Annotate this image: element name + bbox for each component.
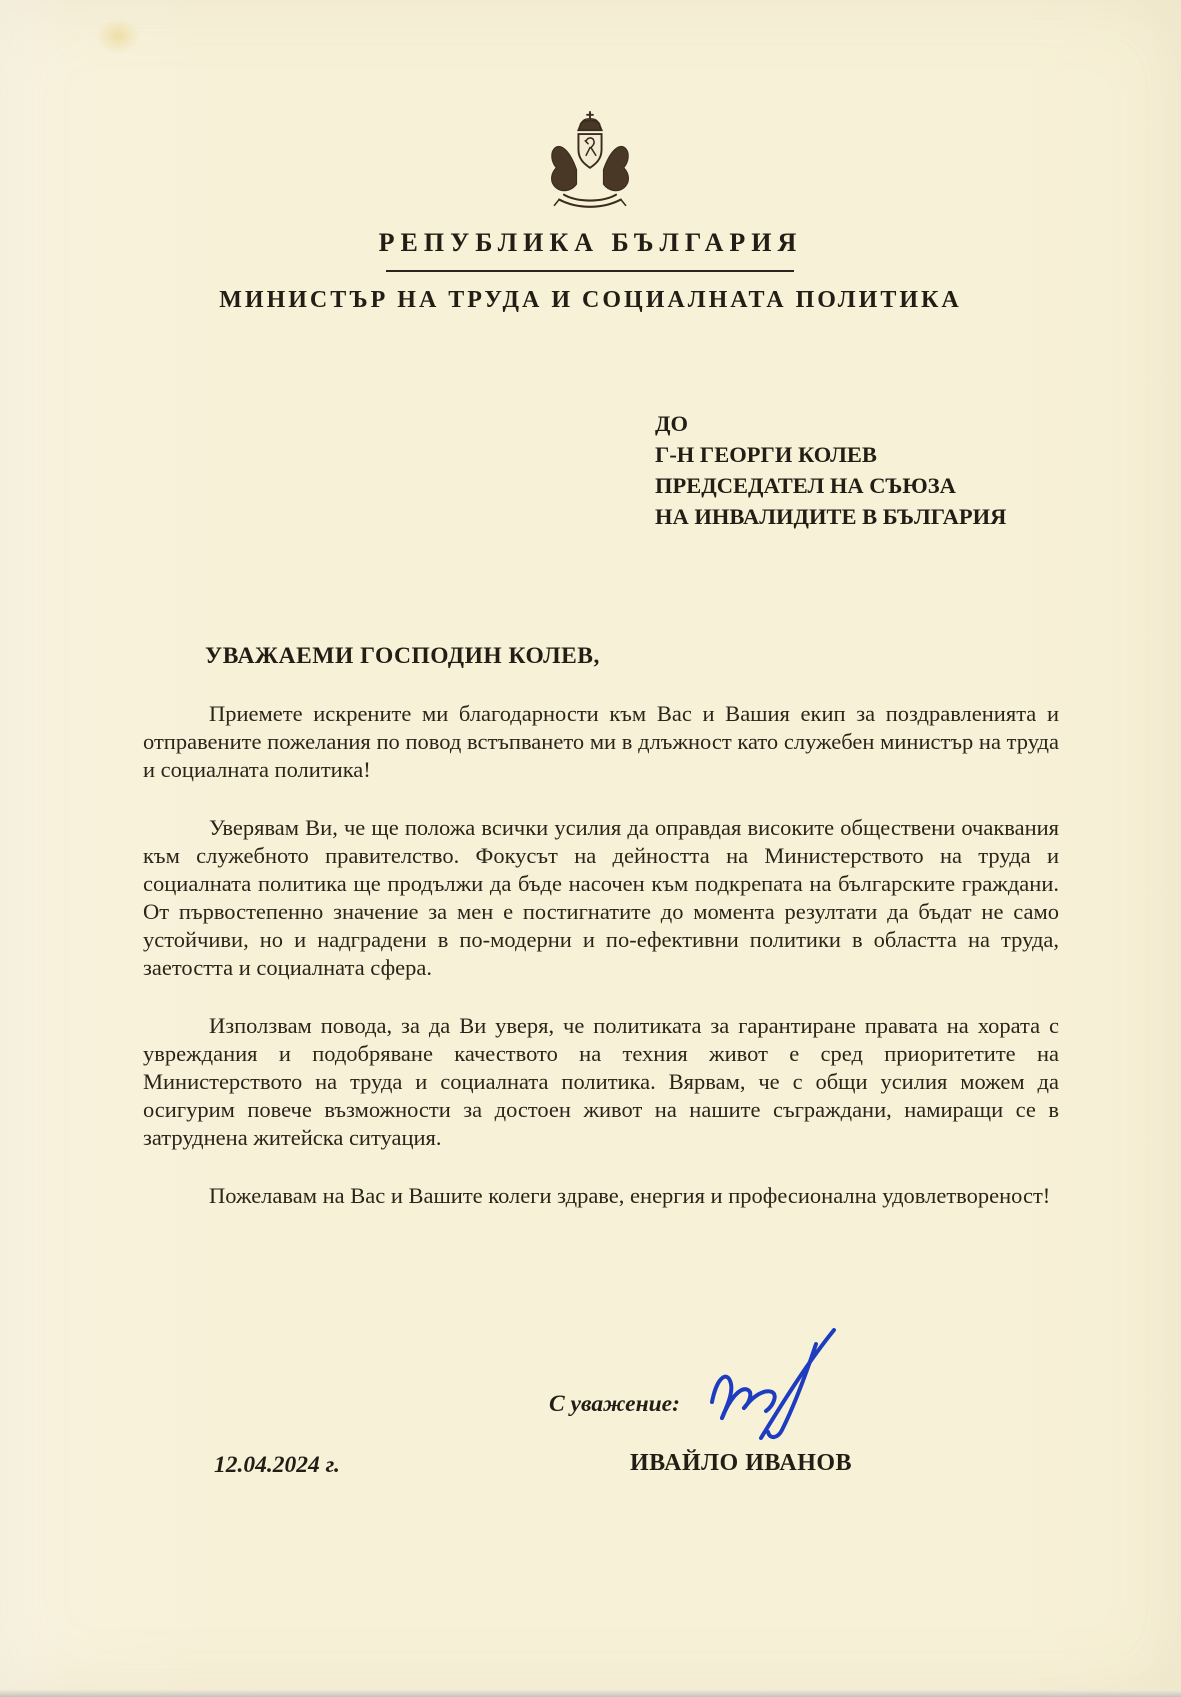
recipient-block bbox=[655, 408, 1006, 532]
letterhead-divider bbox=[386, 270, 794, 272]
recipient-line: ДО bbox=[655, 411, 688, 436]
scan-smudge bbox=[96, 18, 140, 54]
minister-title: МИНИСТЪР НА ТРУДА И СОЦИАЛНАТА ПОЛИТИКА bbox=[219, 287, 962, 313]
recipient-line: ПРЕДСЕДАТЕЛ НА СЪЮЗА bbox=[655, 473, 956, 498]
bulgaria-coat-of-arms-icon bbox=[527, 110, 653, 214]
handwritten-signature-icon bbox=[698, 1322, 873, 1450]
country-title: РЕПУБЛИКА БЪЛГАРИЯ bbox=[378, 228, 803, 257]
body-paragraph: Уверявам Ви, че ще положа всички усилия да оправдая високите обществени очаквания към служебното правителство. Фокусът на дейността на Министерството на труда и социалната политика ще продължи да бъде насочен към подкрепата на българските граждани. От първостепенно значение за мен е постигнатите до момента резултати да бъдат не само устойчиви, но и надградени в по-модерни и по-ефективни политики в областта на труда, заетостта и социалната сфера. bbox=[143, 815, 1059, 980]
body-paragraph: Използвам повода, за да Ви уверя, че политиката за гарантиране правата на хората с увреждания и подобряване качеството на техния живот е сред приоритетите на Министерството на труда и социалната политика. Вярвам, че с общи усилия можем да осигурим повече възможности за достоен живот на нашите съграждани, намиращи се в затруднена житейска ситуация. bbox=[143, 1013, 1059, 1150]
signer-name: ИВАЙЛО ИВАНОВ bbox=[630, 1450, 853, 1476]
recipient-line: НА ИНВАЛИДИТЕ В БЪЛГАРИЯ bbox=[655, 504, 1007, 529]
recipient-line: Г-Н ГЕОРГИ КОЛЕВ bbox=[655, 442, 877, 467]
scan-edge bbox=[0, 1690, 1181, 1697]
salutation: УВАЖАЕМИ ГОСПОДИН КОЛЕВ, bbox=[205, 643, 600, 669]
letter-body bbox=[143, 700, 1059, 1240]
letter-date: 12.04.2024 г. bbox=[214, 1452, 340, 1478]
body-paragraph: Пожелавам на Вас и Вашите колеги здраве, енергия и професионална удовлетвореност! bbox=[209, 1183, 1051, 1208]
body-paragraph: Приемете искрените ми благодарности към Вас и Вашия екип за поздравленията и отправените пожелания по повод встъпването ми в длъжност като служебен министър на труда и социалната политика! bbox=[143, 701, 1059, 782]
valediction: С уважение: bbox=[549, 1391, 680, 1417]
